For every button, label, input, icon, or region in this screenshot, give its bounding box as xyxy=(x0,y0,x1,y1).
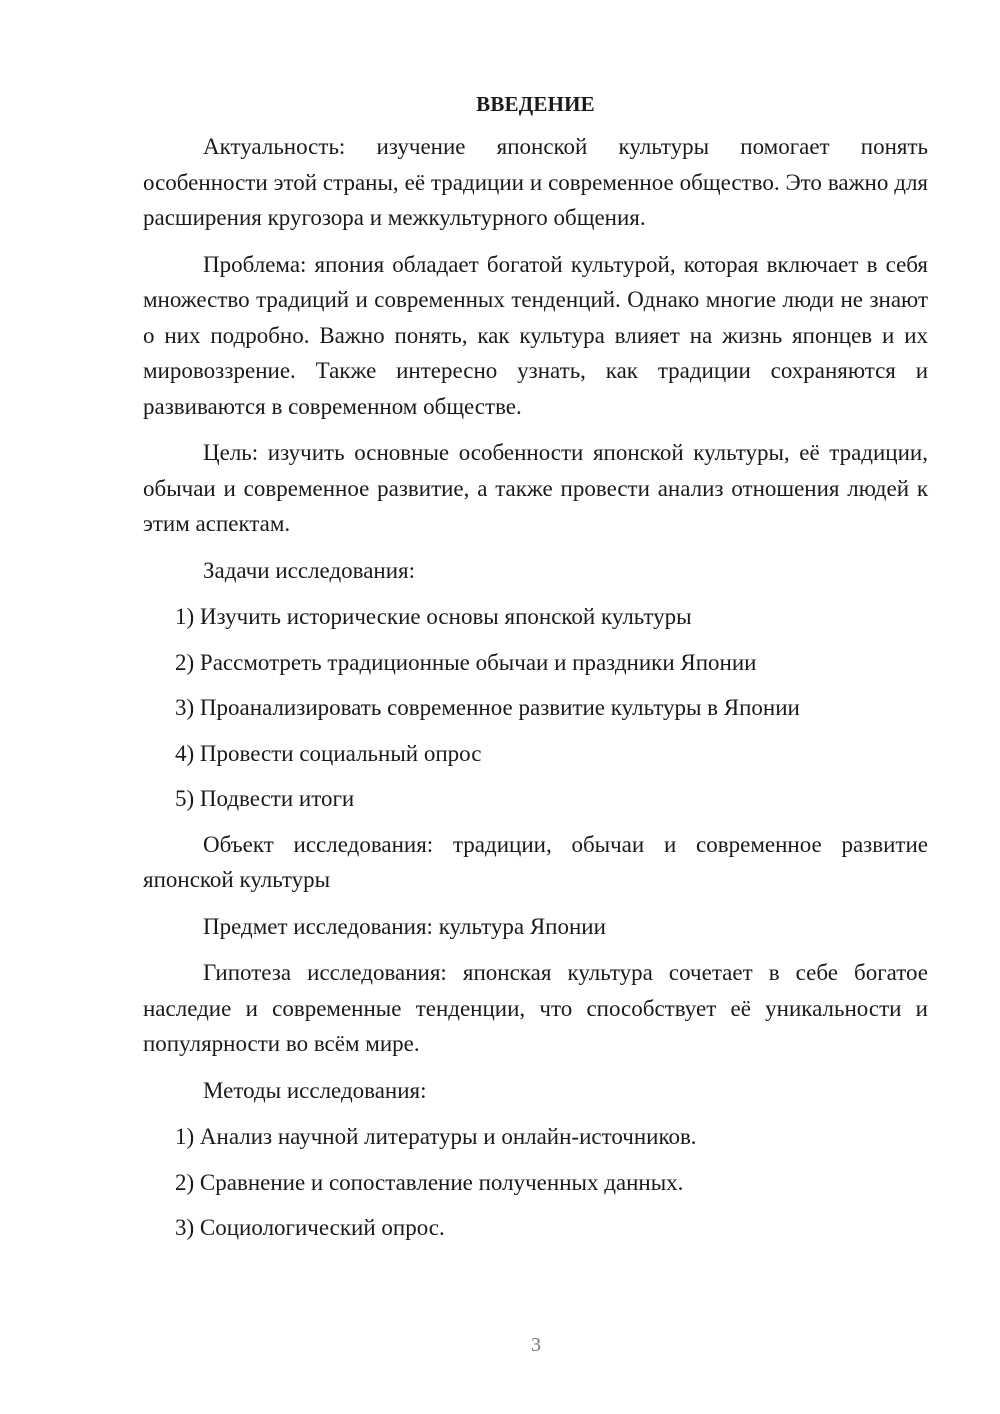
method-item: 1) Анализ научной литературы и онлайн-источников. xyxy=(175,1124,697,1149)
section-title: ВВЕДЕНИЕ xyxy=(476,92,595,116)
subject-paragraph: Предмет исследования: культура Японии xyxy=(203,913,606,939)
object-paragraph: Объект исследования: традиции, обычаи и современное развитие японской культуры xyxy=(143,831,928,892)
task-item: 5) Подвести итоги xyxy=(175,786,355,811)
method-item: 2) Сравнение и сопоставление полученных данных. xyxy=(175,1169,684,1195)
task-item: 4) Провести социальный опрос xyxy=(175,740,482,766)
goal-paragraph: Цель: изучить основные особенности японской культуры, её традиции, обычаи и современное развитие, а также провести анализ отношения людей к этим аспектам. xyxy=(143,440,928,536)
task-item: 1) Изучить исторические основы японской культуры xyxy=(175,604,692,629)
tasks-heading: Задачи исследования: xyxy=(203,557,416,583)
method-item: 3) Социологический опрос. xyxy=(175,1215,445,1240)
page-number: 3 xyxy=(531,1334,541,1356)
methods-list xyxy=(143,1119,928,1246)
task-item: 2) Рассмотреть традиционные обычаи и праздники Японии xyxy=(175,649,757,675)
methods-heading: Методы исследования: xyxy=(203,1077,427,1103)
task-item: 3) Проанализировать современное развитие культуры в Японии xyxy=(175,695,800,720)
problem-paragraph: Проблема: япония обладает богатой культурой, которая включает в себя множество традиций и современных тенденций. Однако многие люди не знают о них подробно. Важно понять, как культура влияет на жизнь японцев и их мировоззрение. Также интересно узнать, как традиции сохраняются и развиваются в современном обществе. xyxy=(143,251,928,419)
hypothesis-paragraph: Гипотеза исследования: японская культура сочетает в себе богатое наследие и современные тенденции, что способствует её уникальности и популярности во всём мире. xyxy=(143,960,928,1056)
relevance-paragraph: Актуальность: изучение японской культуры помогает понять особенности этой страны, её традиции и современное общество. Это важно для расширения кругозора и межкультурного общения. xyxy=(143,134,928,230)
document-page xyxy=(143,92,928,1256)
tasks-list xyxy=(143,599,928,817)
